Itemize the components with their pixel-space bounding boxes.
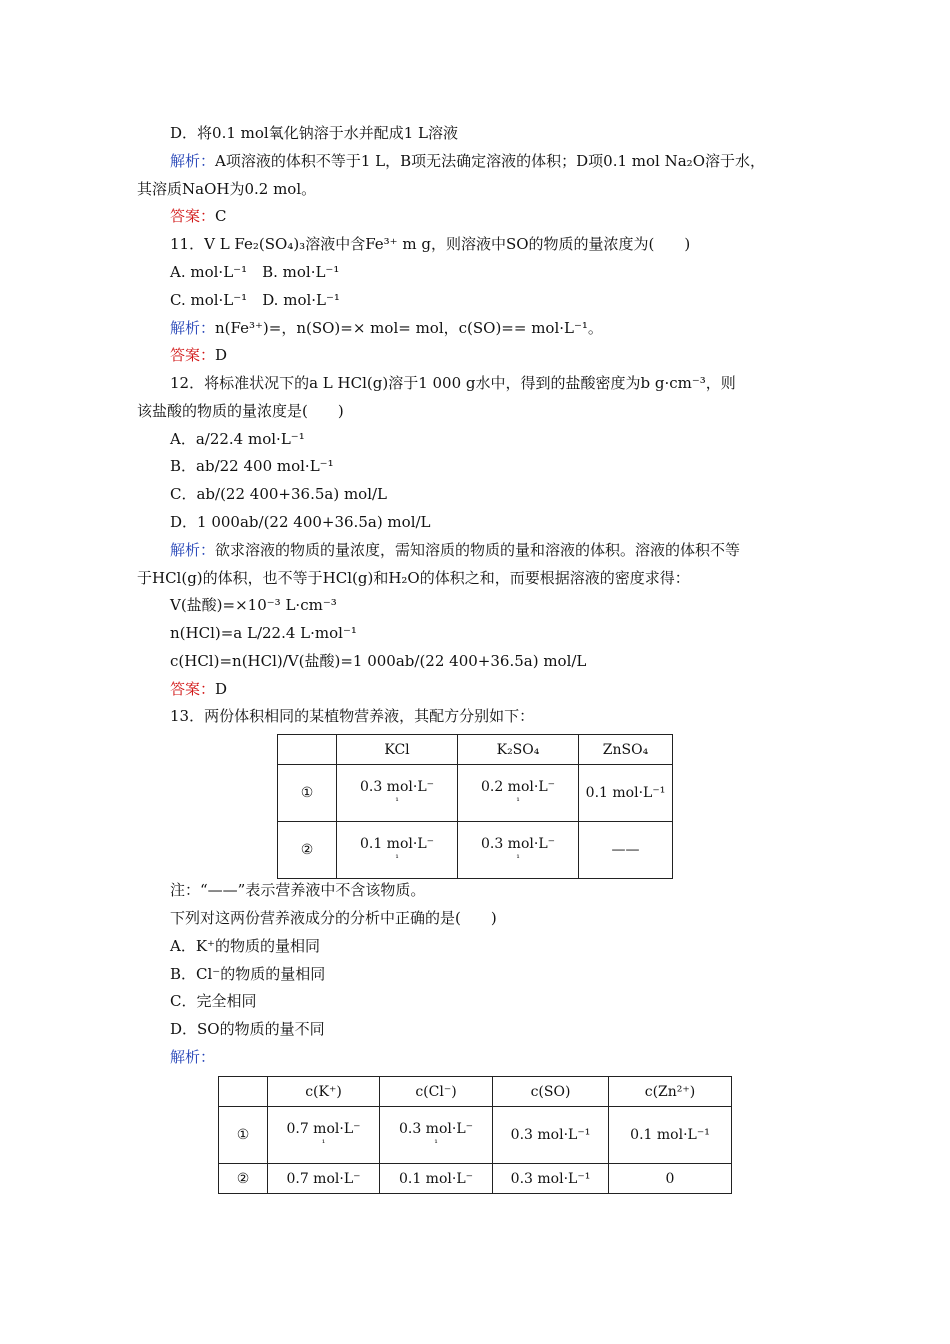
table-row-label: ②: [278, 822, 337, 879]
table-cell: 0.1 mol·L⁻¹: [609, 1107, 732, 1164]
cell-value: 0.7 mol·L⁻: [286, 1121, 361, 1137]
answer-value: D: [215, 680, 228, 698]
table-header-cell: c(SO): [493, 1077, 609, 1107]
q13-stem: 13．两份体积相同的某植物营养液，其配方分别如下：: [170, 707, 535, 725]
cell-value: 0.3 mol·L⁻: [398, 1121, 474, 1137]
q11-options-ab: A. mol·L⁻¹ B. mol·L⁻¹: [170, 263, 340, 281]
cell-value: 0.2 mol·L⁻: [480, 779, 556, 795]
q12-option-b: B．ab/22 400 mol·L⁻¹: [170, 457, 334, 475]
q11-options-cd: C. mol·L⁻¹ D. mol·L⁻¹: [170, 291, 340, 309]
cell-wrap: ¹: [516, 854, 520, 864]
cell-wrap: ¹: [321, 1139, 326, 1149]
table-header-row: [278, 735, 673, 765]
answer-value: D: [215, 346, 228, 364]
answer-label: 答案：: [170, 346, 216, 364]
table-cell: 0.3 mol·L⁻¹: [493, 1107, 609, 1164]
q11-analysis: [170, 318, 603, 338]
analysis-label: 解析：: [170, 541, 216, 559]
q12-answer: [170, 679, 227, 699]
table-row: [278, 822, 673, 879]
analysis-text: 欲求溶液的物质的量浓度，需知溶质的物质的量和溶液的体积。溶液的体积不等: [215, 541, 741, 559]
formula-table: [277, 734, 673, 879]
answer-value: C: [215, 207, 227, 225]
q12-option-d: D．1 000ab/(22 400+36.5a) mol/L: [170, 513, 431, 531]
q13-option-c: C．完全相同: [170, 992, 257, 1010]
q11-answer: [170, 345, 227, 365]
table-cell: [268, 1107, 380, 1164]
cell-wrap: ¹: [434, 1139, 438, 1149]
q13-option-b: B．Cl⁻的物质的量相同: [170, 965, 326, 983]
analysis-table: [218, 1076, 732, 1194]
table-header-cell: K₂SO₄: [458, 735, 579, 765]
cell-wrap: ¹: [395, 797, 399, 807]
q10-analysis: [170, 151, 765, 171]
q12-stem-cont: 该盐酸的物质的量浓度是( ): [137, 402, 344, 420]
cell-value: 0.7 mol·L⁻: [286, 1170, 361, 1187]
table-row-label: ①: [278, 765, 337, 822]
table-header-cell: c(Zn²⁺): [609, 1077, 732, 1107]
q12-formula-volume: V(盐酸)=×10⁻³ L·cm⁻³: [170, 596, 337, 614]
table-row: [219, 1107, 732, 1164]
table-header-cell: c(Cl⁻): [380, 1077, 493, 1107]
q13-option-d: D．SO的物质的量不同: [170, 1020, 325, 1038]
table-cell: 0.3 mol·L⁻¹: [493, 1164, 609, 1194]
table-header-cell: KCl: [337, 735, 458, 765]
table-cell: [458, 822, 579, 879]
cell-wrap: ¹: [516, 797, 520, 807]
q12-formula-moles: n(HCl)=a L/22.4 L·mol⁻¹: [170, 624, 357, 642]
table-header-cell: [219, 1077, 268, 1107]
table-cell: [380, 1107, 493, 1164]
q10-answer: [170, 206, 227, 226]
table-header-cell: ZnSO₄: [579, 735, 673, 765]
table-cell: 0: [609, 1164, 732, 1194]
cell-value: 0.3 mol·L⁻: [359, 779, 435, 795]
table-header-cell: c(K⁺): [268, 1077, 380, 1107]
q12-option-c: C．ab/(22 400+36.5a) mol/L: [170, 485, 388, 503]
analysis-text: A项溶液的体积不等于1 L，B项无法确定溶液的体积；D项0.1 mol Na₂O溶于水，: [215, 152, 765, 170]
analysis-label: 解析：: [170, 319, 216, 337]
q13-note: 注：“——”表示营养液中不含该物质。: [170, 881, 426, 899]
table-cell: [268, 1164, 380, 1194]
analysis-label: 解析：: [170, 152, 216, 170]
table-cell: [337, 822, 458, 879]
cell-value: 0.3 mol·L⁻: [480, 836, 556, 852]
q13-option-a: A．K⁺的物质的量相同: [170, 937, 320, 955]
q12-formula-concentration: c(HCl)=n(HCl)/V(盐酸)=1 000ab/(22 400+36.5a) mol/L: [170, 652, 587, 670]
cell-value: 0.1 mol·L⁻: [398, 1170, 474, 1187]
table-row: [278, 765, 673, 822]
answer-label: 答案：: [170, 207, 216, 225]
table-header-row: [219, 1077, 732, 1107]
q12-stem: 12．将标准状况下的a L HCl(g)溶于1 000 g水中，得到的盐酸密度为b g·cm⁻³，则: [170, 374, 736, 392]
table-cell: [380, 1164, 493, 1194]
q10-option-d: D．将0.1 mol氧化钠溶于水并配成1 L溶液: [170, 124, 458, 142]
q12-analysis: [170, 540, 740, 560]
table-header-cell: [278, 735, 337, 765]
q13-analysis-label: 解析：: [170, 1048, 216, 1066]
answer-label: 答案：: [170, 680, 216, 698]
table-row: [219, 1164, 732, 1194]
q12-analysis-cont: 于HCl(g)的体积，也不等于HCl(g)和H₂O的体积之和，而要根据溶液的密度求得：: [137, 569, 690, 587]
cell-wrap: ¹: [395, 854, 399, 864]
q12-option-a: A．a/22.4 mol·L⁻¹: [170, 430, 305, 448]
cell-value: 0.1 mol·L⁻: [359, 836, 435, 852]
q13-question: 下列对这两份营养液成分的分析中正确的是( ): [170, 909, 497, 927]
q11-stem: 11．V L Fe₂(SO₄)₃溶液中含Fe³⁺ m g，则溶液中SO的物质的量浓度为( ): [170, 235, 691, 253]
q10-analysis-cont: 其溶质NaOH为0.2 mol。: [137, 180, 317, 198]
table-cell: [458, 765, 579, 822]
table-cell: [337, 765, 458, 822]
table-cell: 0.1 mol·L⁻¹: [579, 765, 673, 822]
analysis-text: n(Fe³⁺)=，n(SO)=× mol= mol，c(SO)== mol·L⁻¹。: [215, 319, 603, 337]
table-row-label: ①: [219, 1107, 268, 1164]
table-cell: ——: [579, 822, 673, 879]
table-row-label: ②: [219, 1164, 268, 1194]
